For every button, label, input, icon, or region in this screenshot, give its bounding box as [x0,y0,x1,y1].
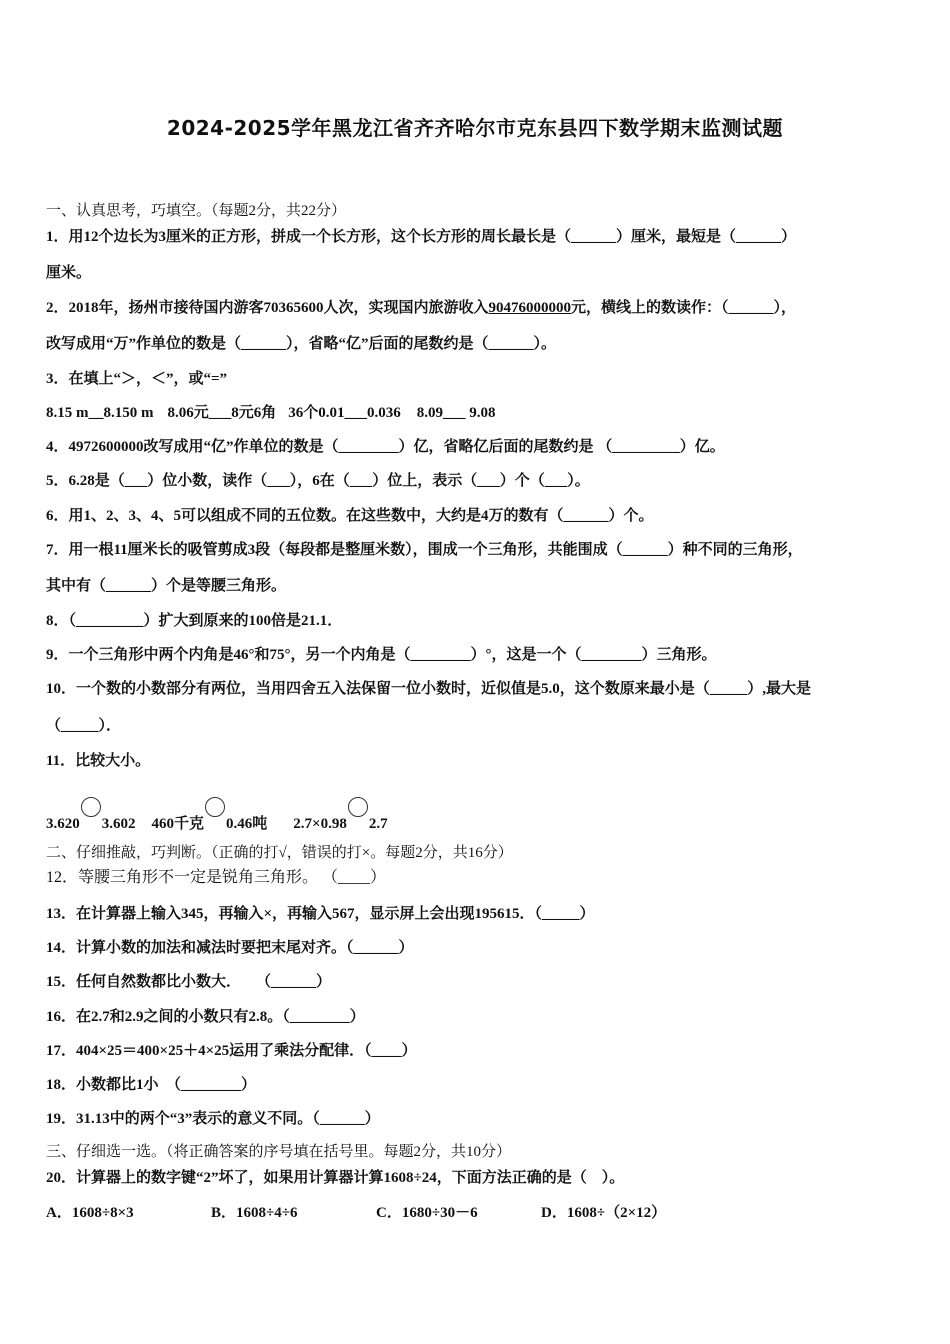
question-3-item: 8.06元___8元6角 [167,405,277,421]
question-5: 5．6.28是（___）位小数，读作（___），6在（___）位上，表示（___）个（___）。 [46,473,590,489]
question-18: 18．小数都比1小 （________） [46,1077,257,1093]
compare-circle-blank[interactable] [81,797,101,817]
section-1-heading: 一、认真思考，巧填空。（每题2分，共22分） [46,203,347,219]
question-3-item: 8.09___ 9.08 [416,405,496,421]
page-title: 2024-2025学年黑龙江省齐齐哈尔市克东县四下数学期末监测试题 [166,116,784,140]
question-11: 11．比较大小。 [46,753,151,769]
question-2-underlined-number: 90476000000 [488,300,572,316]
question-8: 8．（_________）扩大到原来的100倍是21.1． [46,613,343,629]
question-2-text-end: 元，横线上的数读作：（______）， [571,300,797,316]
question-16: 16．在2.7和2.9之间的小数只有2.8。（________） [46,1009,365,1025]
section-2-heading: 二、仔细推敲，巧判断。（正确的打√，错误的打×。每题2分，共16分） [46,845,513,861]
question-2-line-1 [46,298,796,318]
question-14: 14．计算小数的加法和减法时要把末尾对齐。（______） [46,940,414,956]
question-12: 12．等腰三角形不一定是锐角三角形。 （____） [46,869,387,886]
compare-left-value: 3.620 [46,816,80,832]
question-15: 15．任何自然数都比小数大． （______） [46,974,332,990]
compare-circle-blank[interactable] [205,797,225,817]
question-20-options [46,1203,666,1223]
question-17: 17．404×25＝400×25＋4×25运用了乘法分配律．（____） [46,1043,417,1059]
option-a[interactable]: A．1608÷8×3 [46,1205,134,1221]
compare-circle-blank[interactable] [348,797,368,817]
question-1-line-1: 1．用12个边长为3厘米的正方形，拼成一个长方形，这个长方形的周长最长是（______）厘米，最短是（______） [46,229,797,245]
compare-right-value: 3.602 [101,816,136,832]
compare-right-value: 2.7 [368,816,388,832]
question-20: 20．计算器上的数字键“2”坏了，如果用计算器计算1608÷24，下面方法正确的是（ ）。 [46,1170,625,1186]
question-2-line-2: 改写成用“万”作单位的数是（______），省略“亿”后面的尾数约是（______）。 [46,336,557,352]
question-1-line-2: 厘米。 [46,265,92,281]
question-7-line-2: 其中有（______）个是等腰三角形。 [46,578,287,594]
question-10-line-2: （_____）． [46,718,122,734]
question-13: 13．在计算器上输入345，再输入×，再输入567，显示屏上会出现195615．（_____） [46,906,595,922]
section-3-heading: 三、仔细选一选。（将正确答案的序号填在括号里。每题2分，共10分） [46,1144,512,1160]
question-19: 19．31.13中的两个“3”表示的意义不同。（______） [46,1111,380,1127]
question-3-item: 8.15 m__8.150 m [46,405,154,421]
question-7-line-1: 7．用一根11厘米长的吸管剪成3段（每段都是整厘米数），围成一个三角形，共能围成（______）种不同的三角形， [46,542,803,558]
question-2-text: 2．2018年，扬州市接待国内游客70365600人次，实现国内旅游收入 [46,300,489,316]
option-b[interactable]: B．1608÷4÷6 [211,1205,298,1221]
question-9: 9．一个三角形中两个内角是46°和75°，另一个内角是（________）°，这是一个（________）三角形。 [46,647,717,663]
compare-left-value: 460千克 [151,816,205,832]
question-10-line-1: 10．一个数的小数部分有两位，当用四舍五入法保留一位小数时，近似值是5.0，这个数原来最小是（_____）,最大是 [46,681,812,697]
question-3-items [46,403,496,423]
question-4: 4．4972600000改写成用“亿”作单位的数是（________）亿，省略亿后面的尾数约是 （_________）亿。 [46,439,725,455]
option-c[interactable]: C．1680÷30－6 [376,1205,478,1221]
question-3: 3．在填上“＞，＜”，或“=” [46,371,228,387]
question-3-item: 36个0.01___0.036 [288,405,401,421]
question-6: 6．用1、2、3、4、5可以组成不同的五位数。在这些数中，大约是4万的数有（______）个。 [46,508,654,524]
compare-left-value: 2.7×0.98 [293,816,347,832]
option-d[interactable]: D．1608÷（2×12） [541,1205,667,1221]
question-11-comparisons [46,797,388,834]
compare-right-value: 0.46吨 [226,816,268,832]
